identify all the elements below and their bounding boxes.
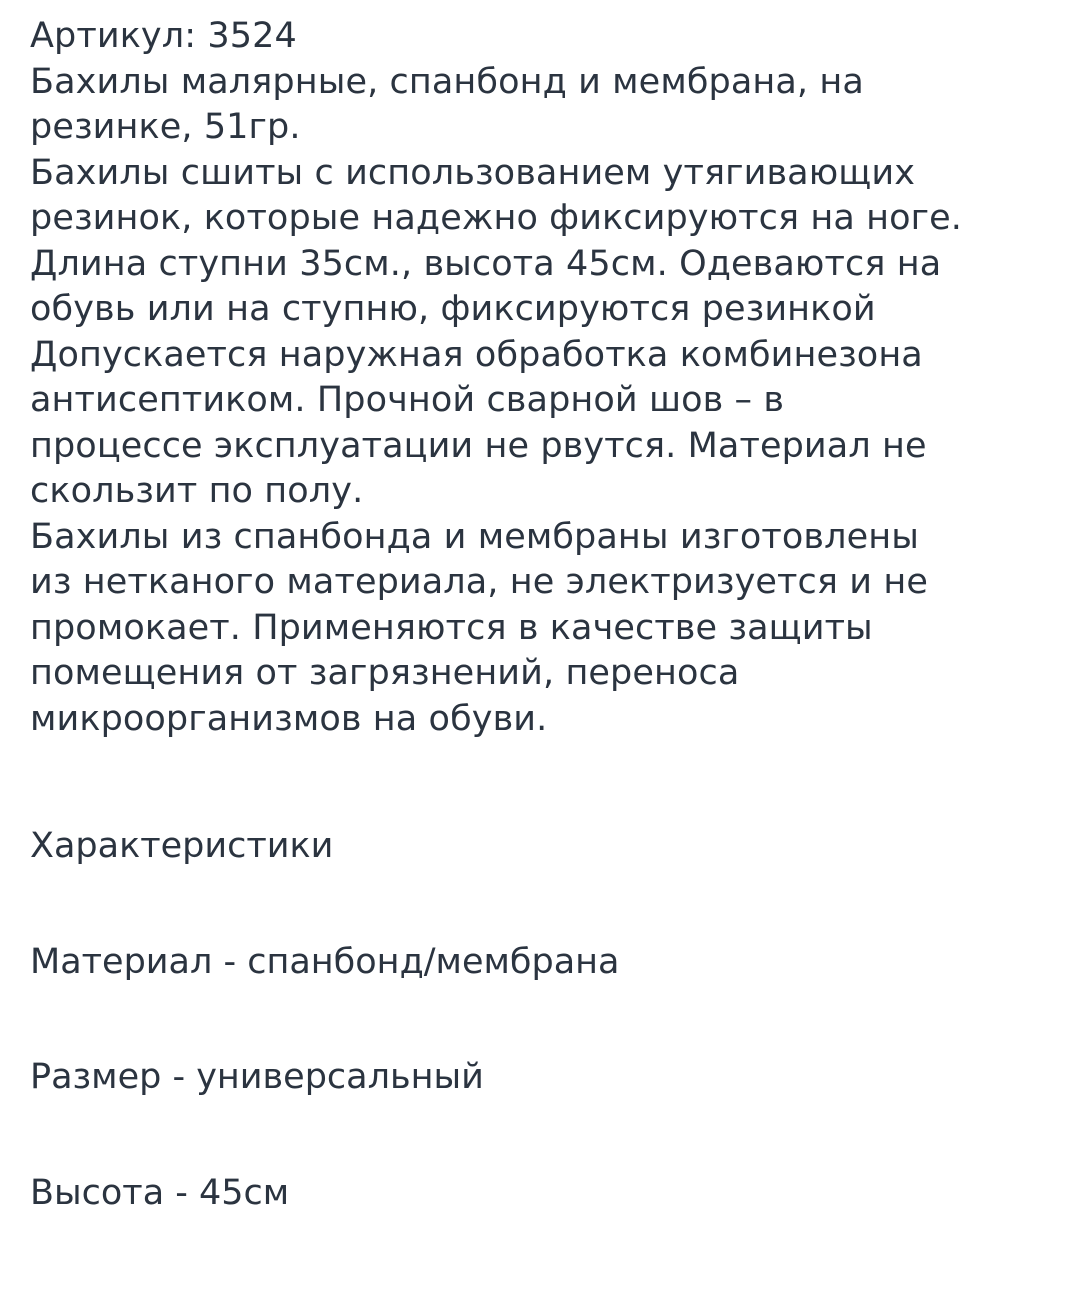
description-line-1: Бахилы сшиты с использованием утягивающих (30, 152, 916, 193)
description-text-block (30, 14, 1039, 742)
description-line-11: промокает. Применяются в качестве защиты (30, 607, 873, 648)
description-line-10: из нетканого материала, не электризуется и не (30, 562, 928, 602)
product-title-line-2: резинке, 51гр. (30, 107, 301, 147)
description-line-12: помещения от загрязнений, переноса (30, 653, 740, 693)
description-line-6: антисептиком. Прочной сварной шов – в (30, 380, 785, 420)
description-line-8: скользит по полу. (30, 471, 364, 511)
spec-material: Материал - спанбонд/мембрана (30, 941, 620, 982)
description-line-4: обувь или на ступню, фиксируются резинкой (30, 289, 876, 329)
description-line-2: резинок, которые надежно фиксируются на ноге. (30, 198, 962, 238)
description-line-9: Бахилы из спанбонда и мембраны изготовлены (30, 516, 919, 557)
product-title-line-1: Бахилы малярные, спанбонд и мембрана, на (30, 61, 864, 102)
specifications-heading: Характеристики (30, 826, 334, 866)
description-line-13: микроорганизмов на обуви. (30, 698, 548, 739)
description-line-3: Длина ступни 35см., высота 45см. Одеваются на (30, 243, 942, 284)
spec-height: Высота - 45см (30, 1172, 290, 1213)
description-line-7: процессе эксплуатации не рвутся. Материал не (30, 425, 927, 466)
article-number-line: Артикул: 3524 (30, 16, 297, 56)
spec-size: Размер - универсальный (30, 1057, 484, 1097)
description-line-5: Допускается наружная обработка комбинезона (30, 334, 923, 375)
